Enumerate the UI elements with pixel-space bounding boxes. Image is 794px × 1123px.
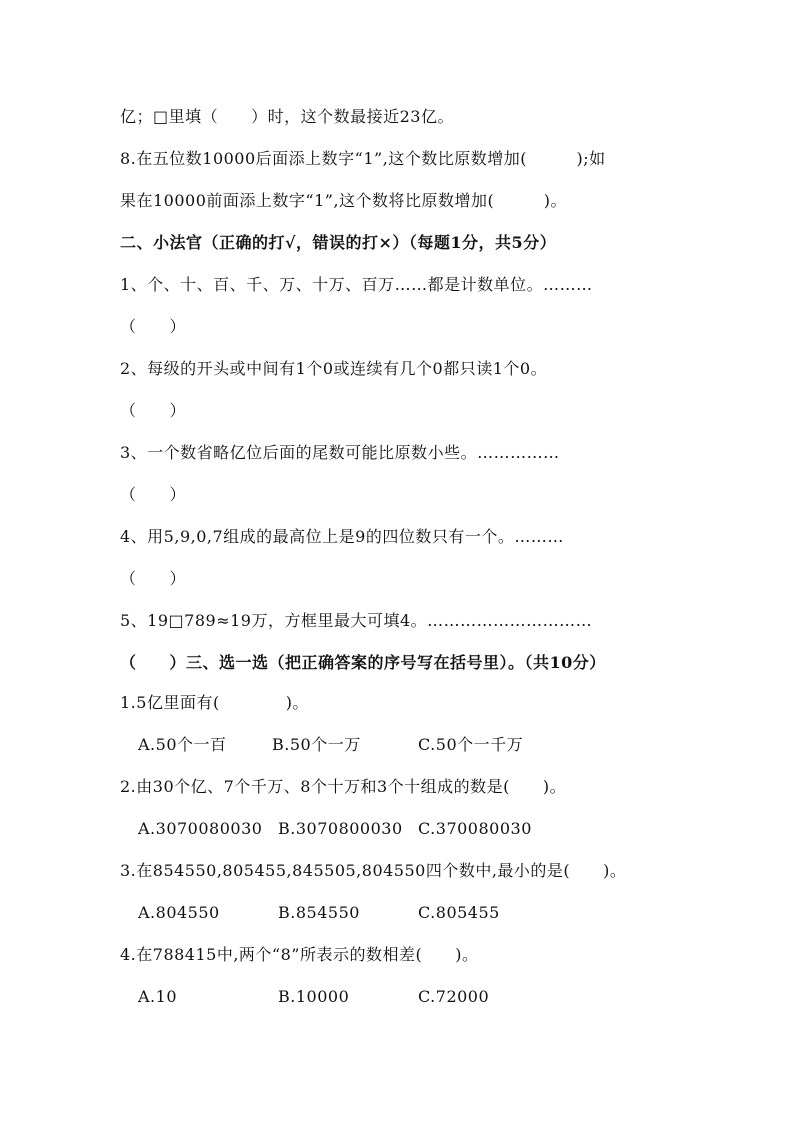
option-a: A.50个一百 bbox=[138, 735, 227, 754]
option-b: B.10000 bbox=[278, 987, 350, 1006]
judge-item-5: 5、19□789≈19万，方框里最大可填4。………………………… bbox=[120, 611, 593, 630]
choice-question-3-options bbox=[138, 902, 698, 924]
judge-item-3-answer: （ ） bbox=[120, 485, 187, 504]
question-8-line-1: 8.在五位数10000后面添上数字“1”,这个数比原数增加( );如 bbox=[120, 149, 606, 168]
option-a: A.3070080030 bbox=[138, 819, 263, 838]
option-b: B.854550 bbox=[278, 903, 360, 922]
judge-item-4-answer: （ ） bbox=[120, 569, 187, 588]
choice-question-1-options bbox=[138, 734, 698, 756]
option-c: C.50个一千万 bbox=[418, 735, 524, 754]
option-c: C.370080030 bbox=[418, 819, 532, 838]
judge-item-3: 3、一个数省略亿位后面的尾数可能比原数小些。…………… bbox=[120, 443, 560, 462]
choice-question-1: 1.5亿里面有( )。 bbox=[120, 693, 309, 712]
judge-item-1-answer: （ ） bbox=[120, 317, 187, 336]
question-7-continuation: 亿；□里填（ ）时，这个数最接近23亿。 bbox=[120, 107, 454, 126]
section-2-heading: 二、小法官（正确的打√，错误的打×）（每题1分，共5分） bbox=[120, 233, 557, 252]
choice-question-2-options bbox=[138, 818, 698, 840]
option-c: C.72000 bbox=[418, 987, 490, 1006]
choice-question-4: 4.在788415中,两个“8”所表示的数相差( )。 bbox=[120, 945, 479, 964]
option-b: B.3070800030 bbox=[278, 819, 403, 838]
option-a: A.10 bbox=[138, 987, 177, 1006]
option-b: B.50个一万 bbox=[272, 735, 361, 754]
choice-question-4-options bbox=[138, 986, 698, 1008]
judge-item-1: 1、个、十、百、千、万、十万、百万……都是计数单位。……… bbox=[120, 275, 593, 294]
section-3-heading: （ ）三、选一选（把正确答案的序号写在括号里）。（共10分） bbox=[120, 653, 606, 672]
option-c: C.805455 bbox=[418, 903, 500, 922]
judge-item-4: 4、用5,9,0,7组成的最高位上是9的四位数只有一个。……… bbox=[120, 527, 564, 546]
judge-item-2-answer: （ ） bbox=[120, 401, 187, 420]
choice-question-2: 2.由30个亿、7个千万、8个十万和3个十组成的数是( )。 bbox=[120, 777, 567, 796]
question-8-line-2: 果在10000前面添上数字“1”,这个数将比原数增加( )。 bbox=[120, 191, 568, 210]
judge-item-2: 2、每级的开头或中间有1个0或连续有几个0都只读1个0。 bbox=[120, 359, 548, 378]
option-a: A.804550 bbox=[138, 903, 220, 922]
choice-question-3: 3.在854550,805455,845505,804550四个数中,最小的是( )。 bbox=[120, 861, 627, 880]
